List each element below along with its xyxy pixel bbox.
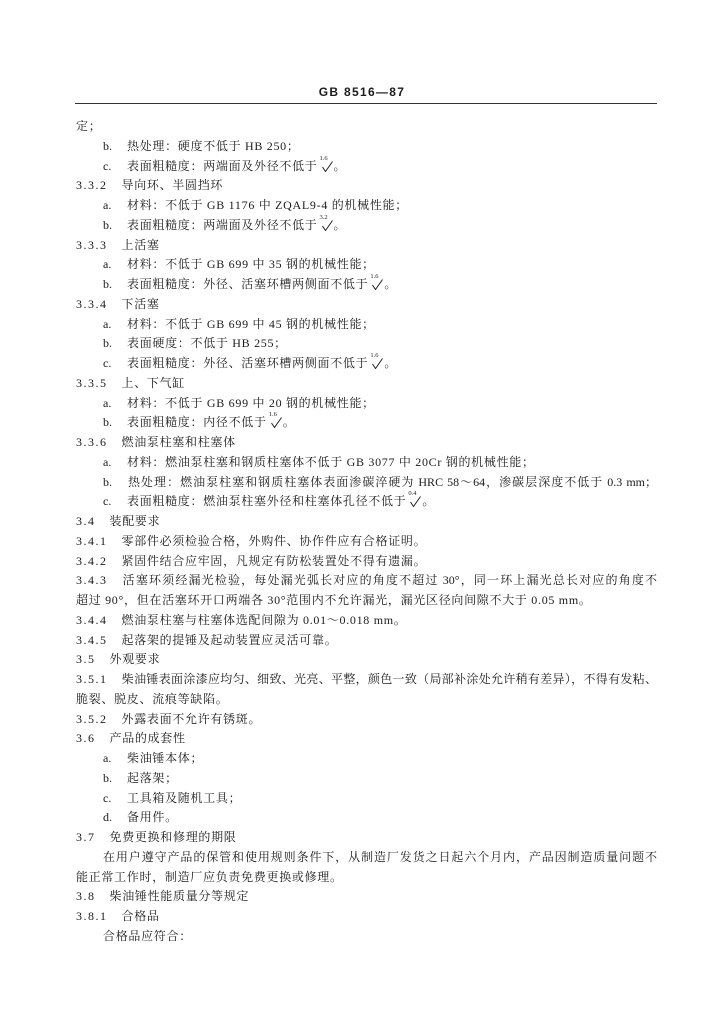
section-3-7 [76,828,657,848]
item-label: b. [103,474,112,489]
item-label: b. [103,770,112,785]
clause-text: 下活塞 [121,296,160,311]
item-label: b. [103,415,112,430]
item-text: 表面粗糙度：内径不低于 [127,415,267,430]
clause-text: 外露表面不允许有锈斑。 [121,711,262,726]
item-text: 表面粗糙度：外径、活塞环槽两侧面不低于 [127,277,369,291]
clause-3-4-1 [76,532,657,552]
roughness-value: 1.6 [370,352,379,359]
section-3-8 [76,887,657,907]
item-label: b. [103,138,112,153]
clause-3-5-2 [76,710,657,730]
paragraph-line [76,848,657,868]
clause-text: 合格品 [121,909,160,923]
clause-3-3-4 [76,295,657,315]
clause-text: 燃油泵柱塞和柱塞体 [121,435,236,449]
item-tail: 。 [282,415,296,430]
clause-number: 3.3.6 [76,435,108,449]
clause-number: 3.3.2 [76,178,108,193]
clause-number: 3.5.2 [76,711,108,726]
list-item-a [76,394,657,414]
roughness-value: 1.6 [319,154,328,162]
item-tail: 。 [333,158,347,173]
clause-text: 零部件必须检验合格，外购件、协作件应有合格证明。 [121,533,427,548]
list-item-b [76,213,657,236]
section-title: 装配要求 [109,514,161,528]
section-title: 外观要求 [109,652,161,667]
header-rule [75,103,657,104]
clause-3-3-5 [76,374,657,394]
item-label: c. [103,158,112,173]
item-text: 热处理：燃油泵柱塞和钢质柱塞体表面渗碳淬硬为 HRC 58～64，渗碳层深度不低于 0.3 mm； [127,474,657,489]
clause-3-4-4 [76,611,657,631]
clause-number: 3.8.1 [76,909,108,923]
roughness-value: 0.4 [408,490,417,498]
item-label: a. [103,198,112,212]
roughness-check-icon [271,417,282,428]
section-number: 3.5 [76,652,96,667]
list-item-b [76,473,657,493]
clause-text: 上活塞 [121,237,160,252]
clause-text: 上、下气缸 [121,375,186,390]
item-label: b. [103,277,112,291]
item-text: 工具箱及随机工具； [127,790,242,805]
list-item-c [76,354,657,374]
item-tail: 。 [384,356,398,370]
item-tail: 。 [384,277,398,291]
surface-roughness-symbol [370,352,383,368]
item-label: a. [103,751,112,765]
roughness-check-icon [410,496,421,507]
clause-3-3-2 [76,176,657,196]
list-item-a [76,196,657,216]
item-label: d. [103,810,112,825]
roughness-check-icon [322,220,333,231]
list-item-b [76,275,657,295]
clause-number: 3.3.4 [76,296,108,311]
item-label: a. [103,454,112,469]
section-3-6 [76,729,657,749]
list-item-c [76,154,657,177]
item-label: b. [103,217,112,232]
item-tail: 。 [422,494,436,509]
paragraph-text: 合格品应符合： [103,928,192,943]
continuation-line [76,591,657,611]
clause-text: 燃油泵柱塞与柱塞体选配间隙为 0.01～0.018 mm。 [121,612,407,627]
clause-text: 活塞环须经漏光检验，每处漏光弧长对应的角度不超过 30°，同一环上漏光总长对应的角度不 [121,573,657,588]
item-text: 表面粗糙度：两端面及外径不低于 [127,158,318,173]
standard-number-header: GB 8516—87 [318,85,406,99]
surface-roughness-symbol [319,154,333,171]
surface-roughness-symbol [268,411,282,427]
clause-number: 3.4.5 [76,632,108,647]
clause-text: 导向环、半圆挡环 [121,178,224,193]
clause-number: 3.4.2 [76,553,108,568]
item-text: 材料：不低于 GB 1176 中 ZQAL9-4 的机械性能； [127,198,408,212]
item-tail: 。 [333,217,347,232]
clause-3-3-3 [76,236,657,256]
clause-3-4-2 [76,552,657,572]
line-text: 超过 90°，但在活塞环开口两端各 30°范围内不允许漏光，漏光区径向间隙不大于 0.05 mm。 [76,593,592,607]
clause-number: 3.4.3 [76,573,108,588]
item-text: 备用件。 [127,810,178,825]
roughness-check-icon [322,161,333,172]
surface-roughness-symbol [370,273,383,289]
continuation-line [76,868,657,888]
roughness-check-icon [372,279,383,290]
section-number: 3.8 [76,889,96,904]
clause-number: 3.5.1 [76,672,108,686]
item-text: 热处理：硬度不低于 HB 250； [127,138,300,153]
section-title: 柴油锤性能质量分等规定 [109,889,250,904]
continuation-line [76,690,657,710]
clause-3-8-1 [76,907,657,927]
list-item-a [76,255,657,275]
list-item-d [76,808,657,828]
clause-number: 3.3.3 [76,237,108,252]
roughness-value: 1.6 [268,411,277,419]
section-title: 免费更换和修理的期限 [109,830,237,844]
roughness-value: 1.6 [370,273,379,280]
item-text: 起落架； [127,770,178,785]
item-label: a. [103,395,112,410]
item-text: 表面粗糙度：两端面及外径不低于 [127,217,318,232]
roughness-value: 3.2 [319,213,328,221]
item-text: 表面粗糙度：外径、活塞环槽两侧面不低于 [127,356,369,370]
document-body [76,117,657,947]
roughness-check-icon [372,358,383,369]
line-text: 脆裂、脱皮、流痕等缺陷。 [76,691,229,706]
clause-text: 紧固件结合应牢固，凡规定有防松装置处不得有遗漏。 [121,553,427,568]
section-number: 3.4 [76,514,96,528]
list-item-b [76,769,657,789]
list-item-c [76,789,657,809]
list-item-c [76,492,657,512]
clause-number: 3.3.5 [76,375,108,390]
clause-number: 3.4.1 [76,533,108,548]
item-text: 材料：不低于 GB 699 中 35 钢的机械性能； [127,257,375,272]
item-label: c. [103,790,112,805]
item-label: a. [103,316,112,331]
item-text: 柴油锤本体； [127,751,204,765]
clause-text: 柴油锤表面涂漆应均匀、细致、光亮、平整，颜色一致（局部补涂处允许稍有差异），不得有发粘、 [121,672,657,686]
list-item-a [76,453,657,473]
item-text: 表面硬度：不低于 HB 255； [127,336,287,351]
item-text: 表面粗糙度：燃油泵柱塞外径和柱塞体孔径不低于 [127,494,407,509]
item-text: 材料：不低于 GB 699 中 45 钢的机械性能； [127,316,375,331]
paragraph-line [76,927,657,947]
section-number: 3.7 [76,830,96,844]
list-item-a [76,315,657,335]
section-3-4 [76,512,657,532]
list-item-a [76,749,657,769]
line-text: 能正常工作时，制造厂应负责免费更换或修理。 [76,869,343,884]
surface-roughness-symbol [408,490,421,506]
list-item-b [76,413,657,433]
item-text: 材料：不低于 GB 699 中 20 钢的机械性能； [127,395,375,410]
surface-roughness-symbol [319,213,333,230]
item-label: a. [103,257,112,272]
clause-3-4-3 [76,571,657,591]
item-label: c. [103,494,112,509]
section-title: 产品的成套性 [109,731,186,746]
section-3-5 [76,650,657,670]
continuation-line [76,117,657,137]
list-item-b [76,334,657,354]
clause-text: 起落架的提锤及起动装置应灵活可靠。 [121,632,338,647]
paragraph-text: 在用户遵守产品的保管和使用规则条件下，从制造厂发货之日起六个月内，产品因制造质量问题不 [103,849,657,864]
item-label: c. [103,356,112,370]
clause-3-5-1 [76,670,657,690]
item-text: 材料：燃油泵柱塞和钢质柱塞体不低于 GB 3077 中 20Cr 钢的机械性能； [127,454,535,469]
clause-3-4-5 [76,631,657,651]
item-label: b. [103,336,112,351]
clause-number: 3.4.4 [76,612,108,627]
list-item-b [76,137,657,157]
clause-3-3-6 [76,433,657,453]
line-text: 定； [76,119,102,133]
section-number: 3.6 [76,731,96,746]
